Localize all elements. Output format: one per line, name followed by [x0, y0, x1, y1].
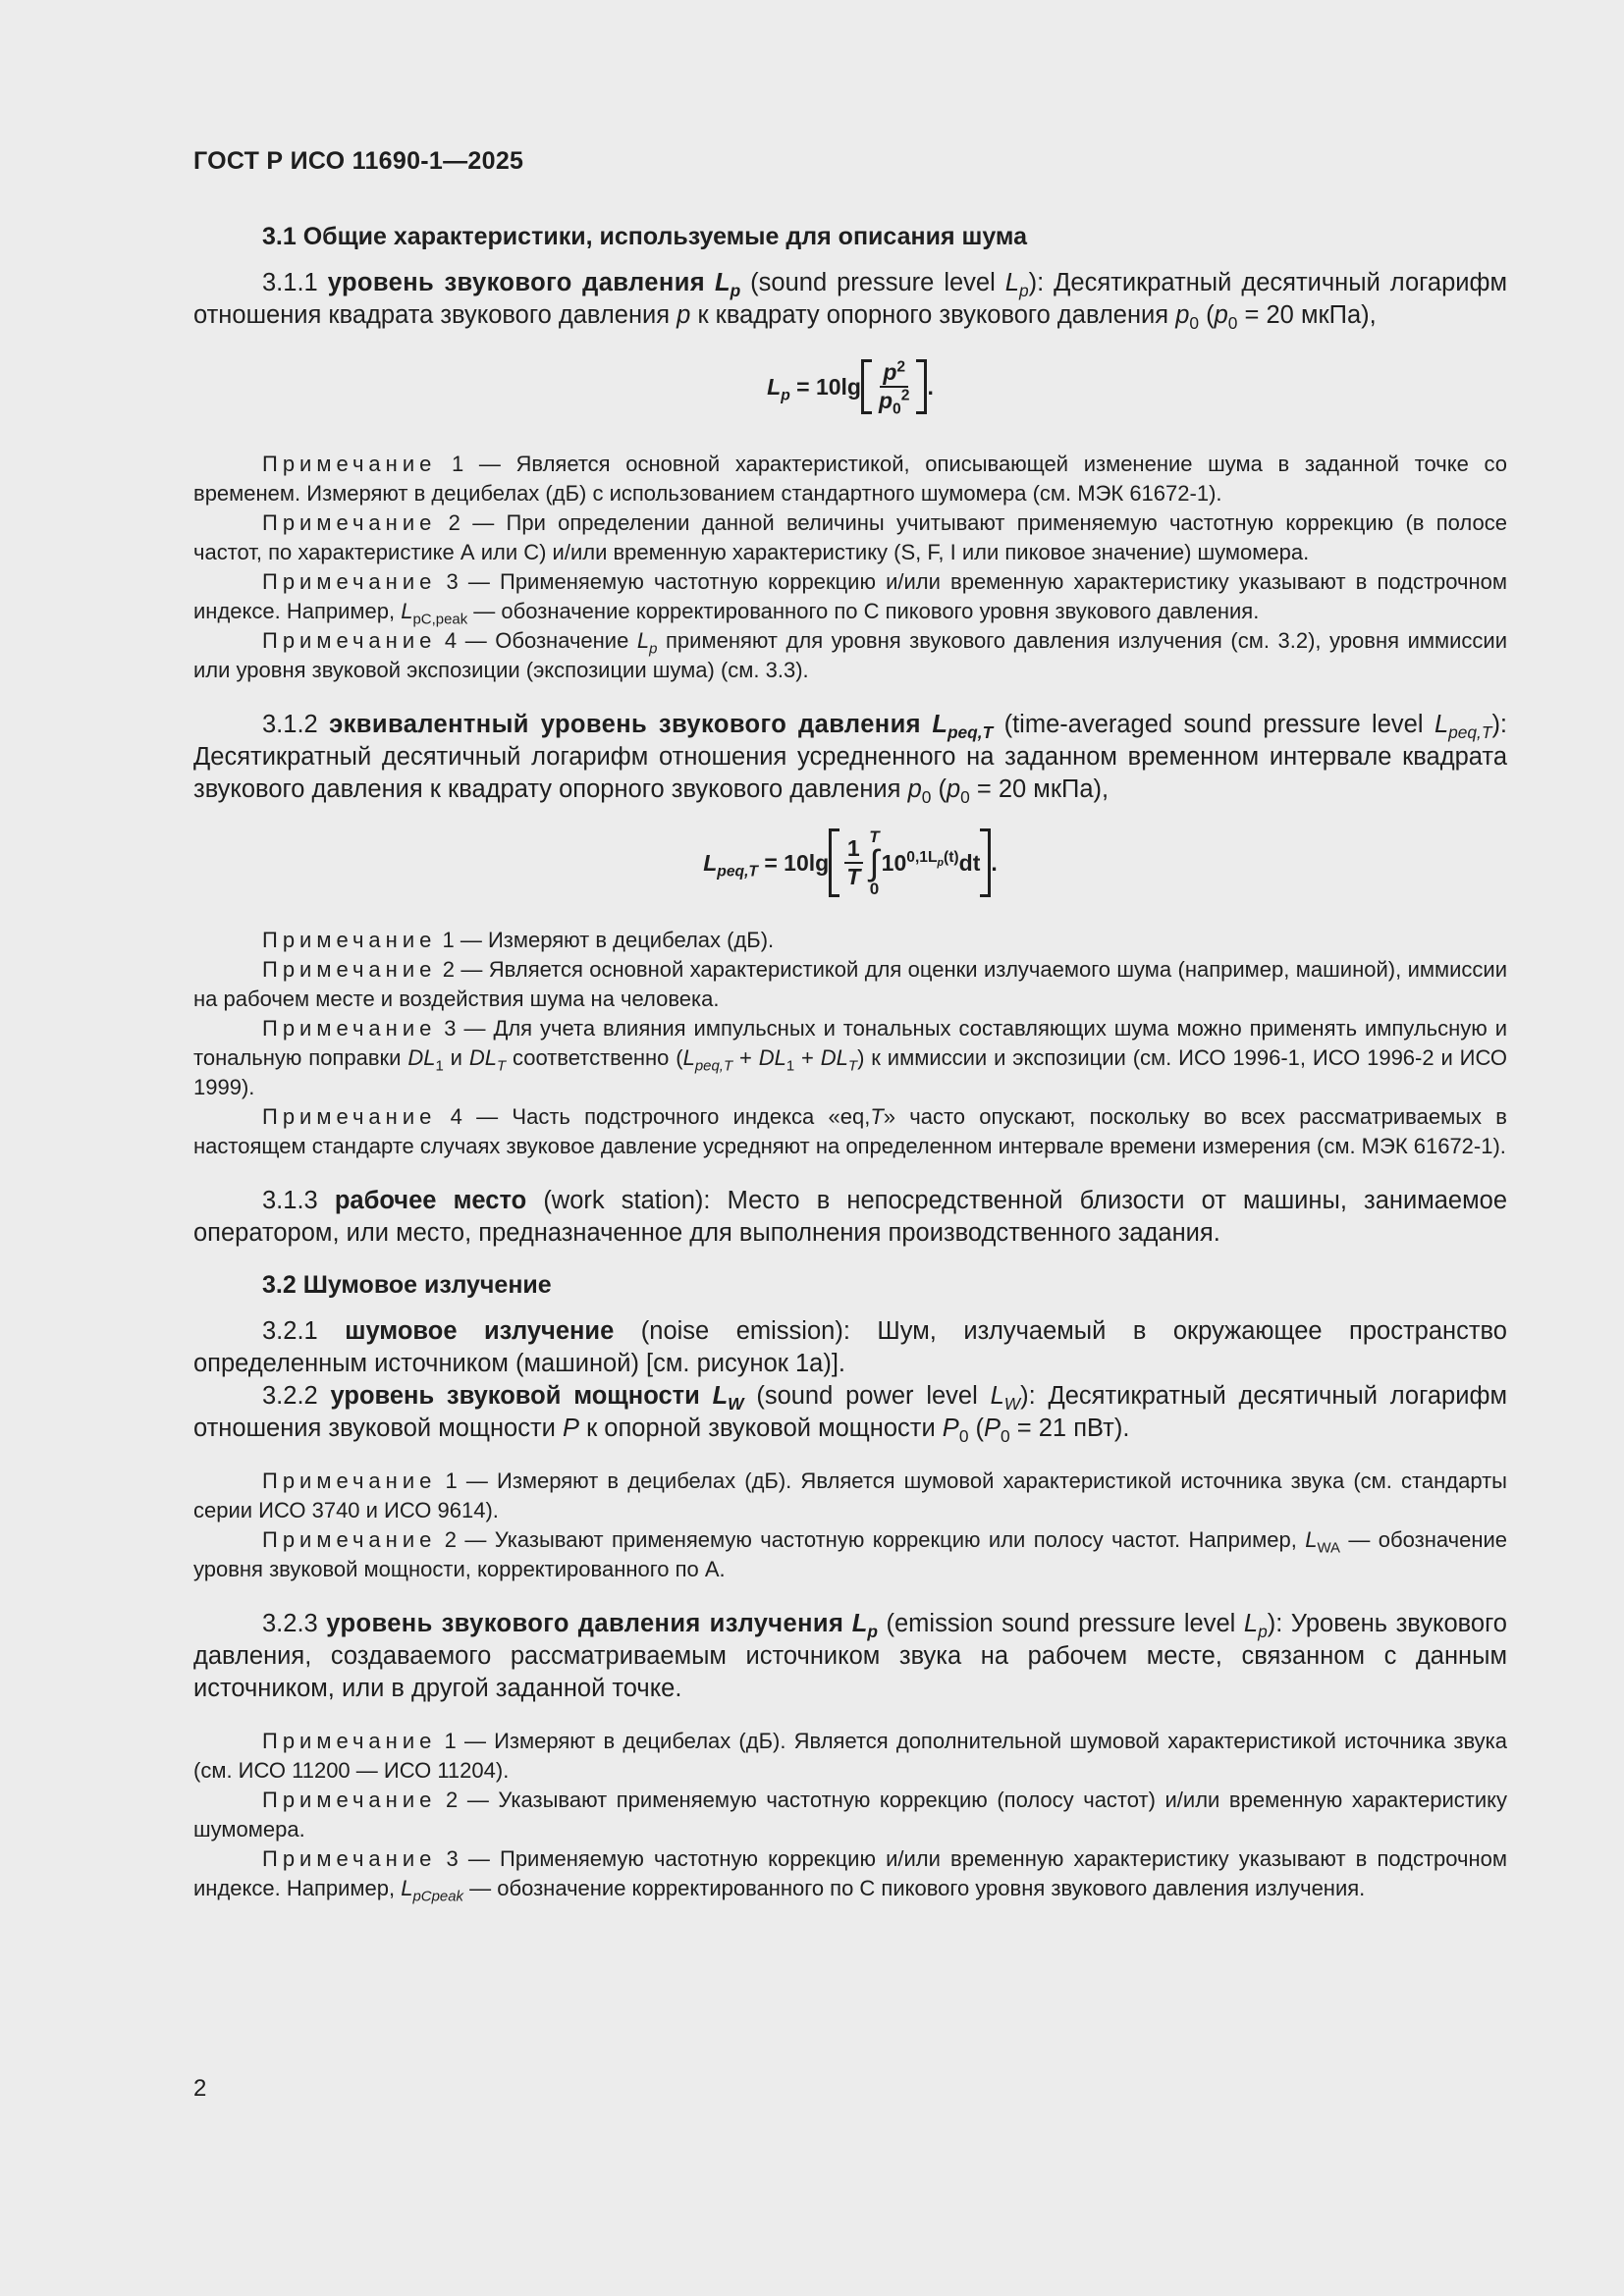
note-3-2-3-2: Примечание 2 — Указывают применяемую частотную коррекцию (полосу частот) и/или временную характеристику шумомера.: [193, 1788, 1507, 1842]
note-3-1-1-1: Примечание 1 — Является основной характеристикой, описывающей изменение шума в заданной точке со временем. Измеряют в децибелах (дБ) с использованием стандартного шумомера (см. МЭК 61672-1).: [193, 452, 1507, 506]
note-3-1-1-2: Примечание 2 — При определении данной величины учитывают применяемую частотную коррекцию (в полосе частот, по характеристике А или С) и/или временную характеристику (S, F, I или пиковое значение) шумомера.: [193, 510, 1507, 564]
note-3-1-2-1: Примечание 1 — Измеряют в децибелах (дБ).: [262, 928, 775, 952]
section-3-1-title: 3.1 Общие характеристики, используемые для описания шума: [262, 223, 1028, 250]
formula-sound-pressure-level: $L_p = 10\lg$ $\frac{p^2}{p_0^2}$ .: [767, 358, 934, 418]
term-3-1-2: 3.1.2 эквивалентный уровень звукового давления $L_{peq,T}$ (time-averaged sound pressure level $L_{peq,T}$): Десятикратный десятичный логарифм отношения усредненного на заданном временном интервале квадрата звукового давления к квадрату опорного звукового давления $p_0$ ($p_0 = 20$ мкПа),: [193, 711, 1508, 808]
term-name: рабочее место: [334, 1187, 527, 1214]
document-id: ГОСТ Р ИСО 11690-1—2025: [193, 147, 524, 175]
term-symbol: $L_{peq,T}$: [932, 711, 994, 743]
note-3-2-2-2: Примечание 2 — Указывают применяемую частотную коррекцию или полосу частот. Например, $L_{WA}$ — обозначение уровня звуковой мощности, корректированного по А.: [193, 1527, 1507, 1581]
page-number: 2: [193, 2075, 207, 2102]
term-name: уровень звукового давления: [327, 269, 706, 296]
integral-sign: T ∫ 0: [869, 828, 880, 898]
page-content: [193, 147, 1507, 1903]
term-3-2-3: 3.2.3 уровень звукового давления излучения $L_p$ (emission sound pressure level $L_p$): Уровень звукового давления, создаваемого рассматриваемым источником звука на рабочем месте, связанном с данным источником, или в другой заданной точке.: [193, 1610, 1507, 1702]
formula-bracket: $\frac{1}{T}$ T ∫ 0 $10^{0,1L_p(t)}dt$: [829, 828, 991, 897]
note-3-2-2-1: Примечание 1 — Измеряют в децибелах (дБ). Является шумовой характеристикой источника звука (см. стандарты серии ИСО 3740 и ИСО 9614).: [193, 1468, 1507, 1522]
term-name: шумовое излучение: [345, 1317, 615, 1345]
term-symbol: $L_p$: [851, 1610, 878, 1642]
term-name: уровень звуковой мощности: [330, 1382, 700, 1410]
term-symbol: $L_W$: [712, 1382, 744, 1415]
note-3-1-2-2: Примечание 2 — Является основной характеристикой для оценки излучаемого шума (например, машиной), иммиссии на рабочем месте и воздействия шума на человека.: [193, 957, 1507, 1011]
note-3-1-1-3: Примечание 3 — Применяемую частотную коррекцию и/или временную характеристику указывают в подстрочном индексе. Например, $L_{pC,peak}$ — обозначение корректированного по С пикового уровня звукового давления.: [193, 569, 1507, 628]
term-name: эквивалентный уровень звукового давления: [329, 711, 921, 738]
formula-bracket: $\frac{p^2}{p_0^2}$: [861, 359, 927, 414]
term-symbol: $L_p$: [715, 269, 741, 301]
note-3-1-2-3: Примечание 3 — Для учета влияния импульсных и тональных составляющих шума можно применять импульсную и тональную поправки $DL_1$ и $DL_T$ соответственно $(L_{peq,T} + DL_1 + DL_T)$ к иммиссии и экспозиции (см. ИСО 1996-1, ИСО 1996-2 и ИСО 1999).: [193, 1016, 1507, 1099]
section-3-2-title: 3.2 Шумовое излучение: [262, 1271, 552, 1299]
note-3-2-3-1: Примечание 1 — Измеряют в децибелах (дБ). Является дополнительной шумовой характеристикой источника звука (см. ИСО 11200 — ИСО 11204).: [193, 1729, 1507, 1783]
term-3-1-1: 3.1.1 уровень звукового давления $L_p$ (sound pressure level $L_p$): Десятикратный десятичный логарифм отношения квадрата звукового давления p к квадрату опорного звукового давления $p_0$ ($p_0 = 20$ мкПа),: [193, 269, 1508, 334]
note-3-2-3-3: Примечание 3 — Применяемую частотную коррекцию и/или временную характеристику указывают в подстрочном индексе. Например, $L_{pCpeak}$ — обозначение корректированного по С пикового уровня звукового давления излучения.: [193, 1846, 1507, 1905]
note-3-1-1-4: Примечание 4 — Обозначение $L_p$ применяют для уровня звукового давления излучения (см. 3.2), уровня иммиссии или уровня звуковой экспозиции (экспозиции шума) (см. 3.3).: [193, 628, 1507, 682]
term-3-2-2: 3.2.2 уровень звуковой мощности $L_W$ (sound power level $L_W$): Десятикратный десятичный логарифм отношения звуковой мощности P к опорной звуковой мощности $P_0$ ($P_0 = 21$ пВт).: [193, 1382, 1507, 1447]
formula-equivalent-level: $L_{peq,T} = 10\lg$ $\frac{1}{T}$ T ∫ 0 $10^{0,1L_p(t)}dt$ .: [703, 828, 998, 898]
term-3-2-1: 3.2.1 шумовое излучение (noise emission): Шум, излучаемый в окружающее пространство определенным источником (машиной) [см. рисунок 1а)].: [193, 1317, 1507, 1377]
term-name: уровень звукового давления излучения: [326, 1610, 844, 1637]
term-3-1-3: 3.1.3 рабочее место (work station): Место в непосредственной близости от машины, занимаемое оператором, или место, предназначенное для выполнения производственного задания.: [193, 1187, 1508, 1247]
note-3-1-2-4: Примечание 4 — Часть подстрочного индекса «eq,T» часто опускают, поскольку во всех рассматриваемых в настоящем стандарте случаях звуковое давление усредняют на определенном интервале времени измерения (см. МЭК 61672-1).: [193, 1104, 1507, 1158]
